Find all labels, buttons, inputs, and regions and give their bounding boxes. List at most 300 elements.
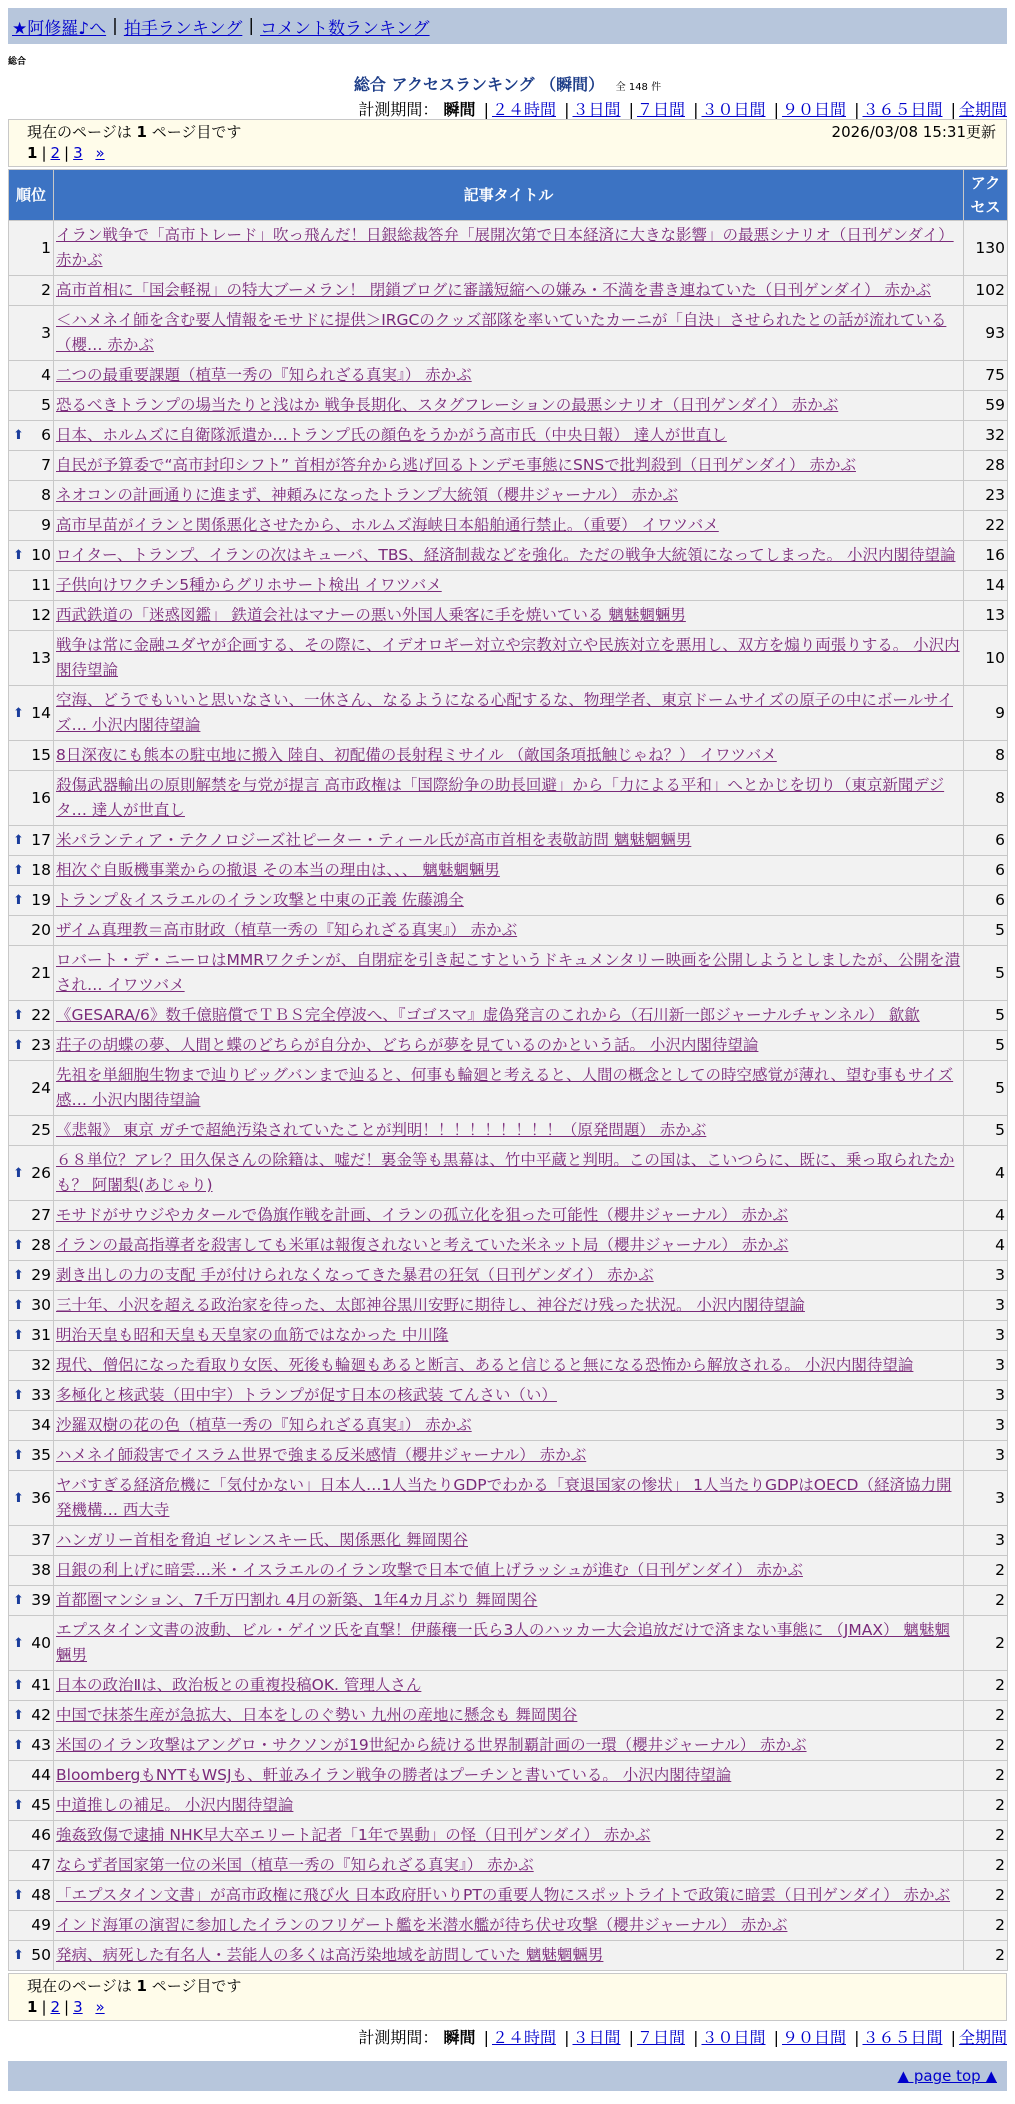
period-link-30d[interactable]: ３０日間 bbox=[701, 100, 766, 119]
article-link[interactable]: 剥き出しの力の支配 手が付けられなくなってきた暴君の狂気（日刊ゲンダイ） 赤かぶ bbox=[56, 1266, 654, 1284]
rank-up-arrow-icon: ⬆ bbox=[13, 1738, 24, 1753]
access-count: 3 bbox=[964, 1526, 1008, 1556]
rank-number: 14 bbox=[31, 703, 51, 722]
article-link[interactable]: 《悲報》 東京 ガチで超絶汚染されていたことが判明！！！！！！！！！（原発問題） 赤かぶ bbox=[56, 1121, 707, 1139]
pagination-bottom: 1 | 2 | 3 » bbox=[27, 1998, 105, 2016]
access-count: 75 bbox=[964, 361, 1008, 391]
access-count: 102 bbox=[964, 276, 1008, 306]
title-cell bbox=[54, 1031, 964, 1061]
rank-cell bbox=[9, 1061, 54, 1116]
access-count: 59 bbox=[964, 391, 1008, 421]
page-next[interactable]: » bbox=[95, 144, 105, 162]
rank-number: 6 bbox=[41, 426, 51, 444]
rank-cell bbox=[9, 1791, 54, 1821]
rank-up-arrow-icon: ⬆ bbox=[13, 893, 24, 908]
rank-cell bbox=[9, 276, 54, 306]
access-count: 2 bbox=[964, 1911, 1008, 1941]
table-row bbox=[9, 856, 1008, 886]
page-current: 1 bbox=[27, 144, 38, 162]
access-count: 5 bbox=[964, 1116, 1008, 1146]
article-link[interactable]: 日本の政治Ⅱは、政治板との重複投稿OK. 管理人さん bbox=[56, 1676, 422, 1694]
title-cell bbox=[54, 1791, 964, 1821]
table-row bbox=[9, 1821, 1008, 1851]
rank-cell bbox=[9, 511, 54, 541]
rank-number: 4 bbox=[41, 366, 51, 384]
rank-number: 5 bbox=[41, 396, 51, 414]
table-row bbox=[9, 1441, 1008, 1471]
rank-up-arrow-icon: ⬆ bbox=[13, 1708, 24, 1723]
access-count: 3 bbox=[964, 1441, 1008, 1471]
period-link-24h[interactable]: ２４時間 bbox=[491, 100, 556, 119]
rank-number: 45 bbox=[31, 1796, 51, 1814]
access-count: 2 bbox=[964, 1556, 1008, 1586]
article-link[interactable]: 多極化と核武装（田中宇）トランプが促す日本の核武装 てんさい（い） bbox=[56, 1386, 557, 1404]
rank-cell bbox=[9, 1031, 54, 1061]
article-link[interactable]: 子供向けワクチン5種からグリホサート検出 イワツバメ bbox=[56, 576, 442, 594]
period-link-90d[interactable]: ９０日間 bbox=[781, 2028, 846, 2047]
title-cell bbox=[54, 856, 964, 886]
table-row bbox=[9, 741, 1008, 771]
page-link-3[interactable]: 3 bbox=[73, 144, 83, 162]
rank-number: 9 bbox=[41, 516, 51, 534]
pagination-top: 1 | 2 | 3 » bbox=[27, 144, 105, 162]
title-cell bbox=[54, 1911, 964, 1941]
table-row bbox=[9, 1351, 1008, 1381]
period-current: 瞬間 bbox=[443, 100, 476, 119]
title-cell bbox=[54, 1146, 964, 1201]
article-link[interactable]: ネオコンの計画通りに進まず、神頼みになったトランプ大統領（櫻井ジャーナル） 赤かぶ bbox=[56, 486, 678, 504]
rank-number: 20 bbox=[31, 921, 51, 939]
rank-number: 17 bbox=[31, 831, 51, 849]
access-count: 2 bbox=[964, 1761, 1008, 1791]
rank-number: 29 bbox=[31, 1266, 51, 1284]
article-link[interactable]: 強姦致傷で逮捕 NHK早大卒エリート記者「1年で異動」の怪（日刊ゲンダイ） 赤かぶ bbox=[56, 1826, 651, 1844]
title-cell bbox=[54, 916, 964, 946]
access-count: 2 bbox=[964, 1881, 1008, 1911]
rank-number: 8 bbox=[41, 486, 51, 504]
article-link[interactable]: イラン戦争で「高市トレード」吹っ飛んだ！日銀総裁答弁「展開次第で日本経済に大きな影響」の最悪シナリオ（日刊ゲンダイ） 赤かぶ bbox=[56, 226, 954, 269]
rank-number: 31 bbox=[31, 1326, 51, 1344]
article-link[interactable]: 荘子の胡蝶の夢、人間と蝶のどちらが自分か、どちらが夢を見ているのかという話。 小沢内閣待望論 bbox=[56, 1036, 759, 1054]
article-link[interactable]: モサドがサウジやカタールで偽旗作戦を計画、イランの孤立化を狙った可能性（櫻井ジャーナル） 赤かぶ bbox=[56, 1206, 789, 1224]
title-cell bbox=[54, 1261, 964, 1291]
rank-number: 11 bbox=[31, 576, 51, 594]
rank-cell bbox=[9, 856, 54, 886]
table-row bbox=[9, 1556, 1008, 1586]
table-row bbox=[9, 886, 1008, 916]
article-link[interactable]: 高市早苗がイランと関係悪化させたから、ホルムズ海峡日本船舶通行禁止。（重要） イワツバメ bbox=[56, 516, 719, 534]
title-cell bbox=[54, 686, 964, 741]
updated-timestamp: 2026/03/08 15:31更新 bbox=[831, 123, 996, 141]
article-link[interactable]: ならず者国家第一位の米国（植草一秀の『知られざる真実』） 赤かぶ bbox=[56, 1856, 534, 1874]
rank-number: 38 bbox=[31, 1561, 51, 1579]
access-count: 10 bbox=[964, 631, 1008, 686]
access-count: 2 bbox=[964, 1586, 1008, 1616]
article-link[interactable]: 明治天皇も昭和天皇も天皇家の血筋ではなかった 中川隆 bbox=[56, 1326, 449, 1344]
rank-number: 40 bbox=[31, 1633, 51, 1652]
article-link[interactable]: 自民が予算委で“高市封印シフト” 首相が答弁から逃げ回るトンデモ事態にSNSで批判殺到（日刊ゲンダイ） 赤かぶ bbox=[56, 456, 856, 474]
page-link-2[interactable]: 2 bbox=[50, 1998, 61, 2016]
title-cell bbox=[54, 1321, 964, 1351]
table-row bbox=[9, 826, 1008, 856]
access-count: 4 bbox=[964, 1231, 1008, 1261]
article-link[interactable]: ヤバすぎる経済危機に「気付かない」日本人…1人当たりGDPでわかる「衰退国家の惨状」 1人当たりGDPはOECD（経済協力開発機構… 西大寺 bbox=[56, 1476, 952, 1519]
page-title: 総合 アクセスランキング （瞬間） bbox=[353, 75, 605, 94]
rank-cell bbox=[9, 1321, 54, 1351]
rank-up-arrow-icon: ⬆ bbox=[13, 1948, 24, 1963]
access-count: 2 bbox=[964, 1851, 1008, 1881]
article-link[interactable]: 発病、病死した有名人・芸能人の多くは高汚染地域を訪問していた 魑魅魍魎男 bbox=[56, 1946, 604, 1964]
table-row bbox=[9, 1526, 1008, 1556]
table-row bbox=[9, 1941, 1008, 1971]
page-link-2[interactable]: 2 bbox=[50, 144, 61, 162]
article-link[interactable]: 現代、僧侶になった看取り女医、死後も輪廻もあると断言、あると信じると無になる恐怖から解放される。 小沢内閣待望論 bbox=[56, 1356, 914, 1374]
rank-cell bbox=[9, 1231, 54, 1261]
article-link[interactable]: 中国で抹茶生産が急拡大、日本をしのぐ勢い 九州の産地に懸念も 舞岡関谷 bbox=[56, 1706, 578, 1724]
title-cell bbox=[54, 1201, 964, 1231]
title-cell bbox=[54, 1616, 964, 1671]
rank-cell bbox=[9, 741, 54, 771]
page-top-link[interactable]: ▲ page top ▲ bbox=[897, 2067, 997, 2085]
period-link-3d[interactable]: ３日間 bbox=[572, 2028, 621, 2047]
period-link-24h[interactable]: ２４時間 bbox=[491, 2028, 556, 2047]
rank-cell bbox=[9, 1146, 54, 1201]
access-count: 16 bbox=[964, 541, 1008, 571]
rank-cell bbox=[9, 1261, 54, 1291]
rank-number: 2 bbox=[41, 281, 51, 299]
table-row bbox=[9, 1731, 1008, 1761]
article-link[interactable]: ハメネイ師殺害でイスラム世界で強まる反米感情（櫻井ジャーナル） 赤かぶ bbox=[56, 1446, 587, 1464]
home-link[interactable]: ★阿修羅♪へ bbox=[12, 18, 107, 39]
table-row bbox=[9, 1791, 1008, 1821]
rank-cell bbox=[9, 601, 54, 631]
rank-up-arrow-icon: ⬆ bbox=[13, 1165, 24, 1181]
rank-cell bbox=[9, 771, 54, 826]
title-cell bbox=[54, 1881, 964, 1911]
rank-cell bbox=[9, 1291, 54, 1321]
table-row bbox=[9, 511, 1008, 541]
table-row bbox=[9, 1031, 1008, 1061]
rank-cell bbox=[9, 1441, 54, 1471]
rank-up-arrow-icon: ⬆ bbox=[13, 1008, 24, 1023]
access-count: 4 bbox=[964, 1146, 1008, 1201]
rank-number: 10 bbox=[31, 546, 51, 564]
title-cell bbox=[54, 1471, 964, 1526]
rank-up-arrow-icon: ⬆ bbox=[13, 1238, 24, 1253]
bottom-bar bbox=[8, 2061, 1007, 2091]
table-row bbox=[9, 601, 1008, 631]
rank-number: 41 bbox=[31, 1676, 51, 1694]
article-link[interactable]: イランの最高指導者を殺害しても米軍は報復されないと考えていた米ネット局（櫻井ジャーナル） 赤かぶ bbox=[56, 1236, 789, 1254]
comment-ranking-link[interactable]: コメント数ランキング bbox=[260, 18, 430, 39]
rank-number: 22 bbox=[31, 1006, 51, 1024]
rank-number: 16 bbox=[31, 788, 51, 807]
table-row bbox=[9, 1586, 1008, 1616]
access-count: 2 bbox=[964, 1616, 1008, 1671]
title-cell bbox=[54, 1381, 964, 1411]
title-cell bbox=[54, 946, 964, 1001]
rank-number: 21 bbox=[31, 963, 51, 982]
title-cell bbox=[54, 1291, 964, 1321]
article-link[interactable]: 首都圏マンション、7千万円割れ 4月の新築、1年4カ月ぶり 舞岡関谷 bbox=[56, 1591, 538, 1609]
article-link[interactable]: 米パランティア・テクノロジーズ社ピーター・ティール氏が高市首相を表敬訪問 魑魅魍魎男 bbox=[56, 831, 692, 849]
period-selector-top: 計測期間： 瞬間 | ２４時間 | ３日間 | ７日間 | ３０日間 | ９０日間 | ３６５日間 | 全期間 bbox=[358, 100, 1007, 119]
table-row bbox=[9, 1761, 1008, 1791]
table-row bbox=[9, 1701, 1008, 1731]
access-count: 23 bbox=[964, 481, 1008, 511]
rank-number: 35 bbox=[31, 1446, 51, 1464]
access-count: 5 bbox=[964, 1001, 1008, 1031]
page-info-bottom bbox=[8, 1973, 1007, 2021]
rank-cell bbox=[9, 306, 54, 361]
access-count: 28 bbox=[964, 451, 1008, 481]
category-label: 総合 bbox=[8, 57, 27, 67]
article-link[interactable]: トランプ＆イスラエルのイラン攻撃と中東の正義 佐藤鴻全 bbox=[56, 891, 464, 909]
title-cell bbox=[54, 1231, 964, 1261]
article-link[interactable]: ハンガリー首相を脅迫 ゼレンスキー氏、関係悪化 舞岡関谷 bbox=[56, 1531, 469, 1549]
article-link[interactable]: 《GESARA/6》数千億賠償でＴＢＳ完全停波へ、『ゴゴスマ』虚偽発言のこれから（石川新一郎ジャーナルチャンネル） 歙歙 bbox=[56, 1006, 920, 1024]
rank-cell bbox=[9, 481, 54, 511]
article-link[interactable]: 日銀の利上げに暗雲…米・イスラエルのイラン攻撃で日本で値上げラッシュが進む（日刊ゲンダイ） 赤かぶ bbox=[56, 1561, 803, 1579]
article-link[interactable]: ロバート・デ・ニーロはMMRワクチンが、自閉症を引き起こすというドキュメンタリー映画を公開しようとしましたが、公開を潰され… イワツバメ bbox=[56, 951, 961, 994]
period-link-365d[interactable]: ３６５日間 bbox=[862, 2028, 943, 2047]
article-link[interactable]: 殺傷武器輸出の原則解禁を与党が提言 高市政権は「国際紛争の助長回避」から「力による平和」へとかじを切り（東京新聞デジタ… 達人が世直し bbox=[56, 776, 945, 819]
rank-up-arrow-icon: ⬆ bbox=[13, 1593, 24, 1608]
access-count: 8 bbox=[964, 741, 1008, 771]
rank-cell bbox=[9, 886, 54, 916]
rank-cell bbox=[9, 421, 54, 451]
rank-cell bbox=[9, 1116, 54, 1146]
rank-cell bbox=[9, 1701, 54, 1731]
table-row bbox=[9, 1671, 1008, 1701]
current-page-text: 現在のページは 1 ページ目です bbox=[27, 1977, 242, 1995]
period-link-3d[interactable]: ３日間 bbox=[572, 100, 621, 119]
access-count: 3 bbox=[964, 1261, 1008, 1291]
rank-number: 18 bbox=[31, 861, 51, 879]
table-row bbox=[9, 1911, 1008, 1941]
rank-number: 19 bbox=[31, 891, 51, 909]
rank-number: 36 bbox=[31, 1488, 51, 1507]
rank-cell bbox=[9, 571, 54, 601]
article-link[interactable]: 三十年、小沢を超える政治家を待った、太郎神谷黒川安野に期待し、神谷だけ残った状況。 小沢内閣待望論 bbox=[56, 1296, 805, 1314]
rank-up-arrow-icon: ⬆ bbox=[13, 1328, 24, 1343]
period-label: 計測期間： bbox=[358, 2028, 439, 2047]
page-next[interactable]: » bbox=[95, 1998, 105, 2016]
rank-number: 39 bbox=[31, 1591, 51, 1609]
table-row bbox=[9, 421, 1008, 451]
access-count: 5 bbox=[964, 946, 1008, 1001]
rank-up-arrow-icon: ⬆ bbox=[13, 1038, 24, 1053]
rank-number: 42 bbox=[31, 1706, 51, 1724]
rank-up-arrow-icon: ⬆ bbox=[13, 1678, 24, 1693]
title-cell bbox=[54, 1851, 964, 1881]
rank-number: 32 bbox=[31, 1356, 51, 1374]
table-row bbox=[9, 451, 1008, 481]
table-row bbox=[9, 946, 1008, 1001]
article-link[interactable]: 戦争は常に金融ユダヤが企画する、その際に、イデオロギー対立や宗教対立や民族対立を悪用し、双方を煽り両張りする。 小沢内閣待望論 bbox=[56, 636, 960, 679]
title-cell bbox=[54, 1761, 964, 1791]
period-current: 瞬間 bbox=[443, 2028, 476, 2047]
article-link[interactable]: 恐るべきトランプの場当たりと浅はか 戦争長期化、スタグフレーションの最悪シナリオ（日刊ゲンダイ） 赤かぶ bbox=[56, 396, 839, 414]
period-link-365d[interactable]: ３６５日間 bbox=[862, 100, 943, 119]
access-count: 9 bbox=[964, 686, 1008, 741]
access-count: 6 bbox=[964, 826, 1008, 856]
period-link-90d[interactable]: ９０日間 bbox=[781, 100, 846, 119]
access-count: 3 bbox=[964, 1411, 1008, 1441]
title-cell bbox=[54, 631, 964, 686]
article-link[interactable]: ザイム真理教＝高市財政（植草一秀の『知られざる真実』） 赤かぶ bbox=[56, 921, 518, 939]
article-link[interactable]: エプスタイン文書の波動、ビル・ゲイツ氏を直撃！伊藤穰一氏ら3人のハッカー大会追放だけで済まない事態に （JMAX） 魑魅魍魎男 bbox=[56, 1621, 950, 1664]
article-link[interactable]: 沙羅双樹の花の色（植草一秀の『知られざる真実』） 赤かぶ bbox=[56, 1416, 472, 1434]
applause-ranking-link[interactable]: 拍手ランキング bbox=[123, 18, 243, 39]
title-cell bbox=[54, 886, 964, 916]
rank-cell bbox=[9, 1411, 54, 1441]
article-link[interactable]: 西武鉄道の「迷惑図鑑」 鉄道会社はマナーの悪い外国人乗客に手を焼いている 魑魅魍魎男 bbox=[56, 606, 686, 624]
table-row bbox=[9, 1116, 1008, 1146]
rank-cell bbox=[9, 1851, 54, 1881]
title-cell bbox=[54, 1061, 964, 1116]
title-cell bbox=[54, 541, 964, 571]
article-link[interactable]: インド海軍の演習に参加したイランのフリゲート艦を米潜水艦が待ち伏せ攻撃（櫻井ジャーナル） 赤かぶ bbox=[56, 1916, 788, 1934]
rank-cell bbox=[9, 946, 54, 1001]
article-link[interactable]: ロイター、トランプ、イランの次はキューバ、TBS、経済制裁などを強化。ただの戦争大統領になってしまった。 小沢内閣待望論 bbox=[56, 546, 956, 564]
rank-cell bbox=[9, 1556, 54, 1586]
access-count: 3 bbox=[964, 1351, 1008, 1381]
article-link[interactable]: BloombergもNYTもWSJも、軒並みイラン戦争の勝者はプーチンと書いている。 小沢内閣待望論 bbox=[56, 1766, 732, 1784]
rank-cell bbox=[9, 1821, 54, 1851]
article-link[interactable]: 先祖を単細胞生物まで辿りビッグバンまで辿ると、何事も輪廻と考えると、人間の概念としての時空感覚が薄れ、望む事もサイズ感… 小沢内閣待望論 bbox=[56, 1066, 954, 1109]
rank-cell bbox=[9, 1351, 54, 1381]
article-link[interactable]: 「エプスタイン文書」が高市政権に飛び火 日本政府肝いりPTの重要人物にスポットライトで政策に暗雲（日刊ゲンダイ） 赤かぶ bbox=[56, 1886, 951, 1904]
table-row bbox=[9, 1261, 1008, 1291]
period-link-all[interactable]: 全期間 bbox=[958, 100, 1007, 119]
table-row bbox=[9, 361, 1008, 391]
title-cell bbox=[54, 1556, 964, 1586]
table-header bbox=[9, 170, 1008, 221]
rank-cell bbox=[9, 1616, 54, 1671]
rank-up-arrow-icon: ⬆ bbox=[13, 1298, 24, 1313]
rank-up-arrow-icon: ⬆ bbox=[13, 428, 24, 443]
rank-up-arrow-icon: ⬆ bbox=[13, 705, 24, 721]
title-cell bbox=[54, 306, 964, 361]
top-nav bbox=[8, 8, 1007, 44]
table-row bbox=[9, 1471, 1008, 1526]
rank-up-arrow-icon: ⬆ bbox=[13, 833, 24, 848]
access-count: 4 bbox=[964, 1201, 1008, 1231]
rank-up-arrow-icon: ⬆ bbox=[13, 1448, 24, 1463]
title-cell bbox=[54, 1671, 964, 1701]
rank-number: 1 bbox=[41, 238, 51, 257]
period-link-all[interactable]: 全期間 bbox=[958, 2028, 1007, 2047]
article-link[interactable]: 空海、どうでもいいと思いなさい、一休さん、なるようになる心配するな、物理学者、東京ドームサイズの原子の中にボールサイズ… 小沢内閣待望論 bbox=[56, 691, 953, 734]
article-link[interactable]: 日本、ホルムズに自衛隊派遣か…トランプ氏の顔色をうかがう高市氏（中央日報） 達人が世直し bbox=[56, 426, 727, 444]
rank-cell bbox=[9, 1911, 54, 1941]
access-count: 3 bbox=[964, 1381, 1008, 1411]
article-link[interactable]: 米国のイラン攻撃はアングロ・サクソンが19世紀から続ける世界制覇計画の一環（櫻井ジャーナル） 赤かぶ bbox=[56, 1736, 807, 1754]
page-current: 1 bbox=[27, 1998, 38, 2016]
table-row bbox=[9, 1321, 1008, 1351]
rank-number: 25 bbox=[31, 1121, 51, 1139]
title-cell bbox=[54, 741, 964, 771]
title-cell bbox=[54, 1116, 964, 1146]
rank-number: 13 bbox=[31, 648, 51, 667]
access-count: 5 bbox=[964, 916, 1008, 946]
title-cell bbox=[54, 421, 964, 451]
access-header: アクセス bbox=[964, 170, 1008, 221]
rank-number: 44 bbox=[31, 1766, 51, 1784]
table-row bbox=[9, 1851, 1008, 1881]
rank-cell bbox=[9, 1526, 54, 1556]
title-cell bbox=[54, 451, 964, 481]
title-cell bbox=[54, 391, 964, 421]
title-cell bbox=[54, 221, 964, 276]
rank-cell bbox=[9, 1586, 54, 1616]
rank-number: 24 bbox=[31, 1078, 51, 1097]
title-cell bbox=[54, 1731, 964, 1761]
rank-up-arrow-icon: ⬆ bbox=[13, 1635, 24, 1651]
article-link[interactable]: 中道推しの補足。 小沢内閣待望論 bbox=[56, 1796, 294, 1814]
rank-number: 48 bbox=[31, 1886, 51, 1904]
rank-number: 23 bbox=[31, 1036, 51, 1054]
table-row bbox=[9, 1616, 1008, 1671]
rank-number: 28 bbox=[31, 1236, 51, 1254]
article-link[interactable]: ６８単位？アレ？田久保さんの除籍は、嘘だ！裏金等も黒幕は、竹中平蔵と判明。この国は、こいつらに、既に、乗っ取られたかも？ 阿闍梨(あじゃり) bbox=[56, 1151, 955, 1194]
access-count: 2 bbox=[964, 1701, 1008, 1731]
rank-number: 43 bbox=[31, 1736, 51, 1754]
table-row bbox=[9, 1231, 1008, 1261]
title-cell bbox=[54, 1441, 964, 1471]
title-cell bbox=[54, 826, 964, 856]
table-row bbox=[9, 1291, 1008, 1321]
table-row bbox=[9, 1411, 1008, 1441]
rank-cell bbox=[9, 221, 54, 276]
page-link-3[interactable]: 3 bbox=[73, 1998, 83, 2016]
access-count: 13 bbox=[964, 601, 1008, 631]
article-link[interactable]: 二つの最重要課題（植草一秀の『知られざる真実』） 赤かぶ bbox=[56, 366, 472, 384]
article-link[interactable]: 高市首相に「国会軽視」の特大ブーメラン！ 閉鎖ブログに審議短縮への嫌み・不満を書き連ねていた（日刊ゲンダイ） 赤かぶ bbox=[56, 281, 931, 299]
period-link-7d[interactable]: ７日間 bbox=[636, 2028, 685, 2047]
access-count: 2 bbox=[964, 1941, 1008, 1971]
title-cell bbox=[54, 276, 964, 306]
article-link[interactable]: ＜ハメネイ師を含む要人情報をモサドに提供＞IRGCのクッズ部隊を率いていたカーニが「自決」させられたとの話が流れている（櫻… 赤かぶ bbox=[56, 311, 947, 354]
total-count: 全 148 件 bbox=[615, 82, 662, 93]
table-row bbox=[9, 1381, 1008, 1411]
rank-up-arrow-icon: ⬆ bbox=[13, 1388, 24, 1403]
title-cell bbox=[54, 1351, 964, 1381]
rank-up-arrow-icon: ⬆ bbox=[13, 1490, 24, 1506]
period-link-30d[interactable]: ３０日間 bbox=[701, 2028, 766, 2047]
period-link-7d[interactable]: ７日間 bbox=[636, 100, 685, 119]
title-cell bbox=[54, 1001, 964, 1031]
rank-up-arrow-icon: ⬆ bbox=[13, 1268, 24, 1283]
table-row bbox=[9, 306, 1008, 361]
rank-number: 34 bbox=[31, 1416, 51, 1434]
article-link[interactable]: 相次ぐ自販機事業からの撤退 その本当の理由は、、、 魑魅魍魎男 bbox=[56, 861, 500, 879]
page-info-top bbox=[8, 119, 1007, 167]
rank-number: 7 bbox=[41, 456, 51, 474]
rank-number: 27 bbox=[31, 1206, 51, 1224]
rank-cell bbox=[9, 1731, 54, 1761]
table-row bbox=[9, 916, 1008, 946]
access-count: 5 bbox=[964, 1031, 1008, 1061]
access-count: 6 bbox=[964, 856, 1008, 886]
table-row bbox=[9, 276, 1008, 306]
access-count: 6 bbox=[964, 886, 1008, 916]
article-link[interactable]: 8日深夜にも熊本の駐屯地に搬入 陸自、初配備の長射程ミサイル （敵国条項抵触じゃね？） イワツバメ bbox=[56, 746, 777, 764]
title-cell bbox=[54, 361, 964, 391]
access-count: 5 bbox=[964, 1061, 1008, 1116]
table-row bbox=[9, 391, 1008, 421]
